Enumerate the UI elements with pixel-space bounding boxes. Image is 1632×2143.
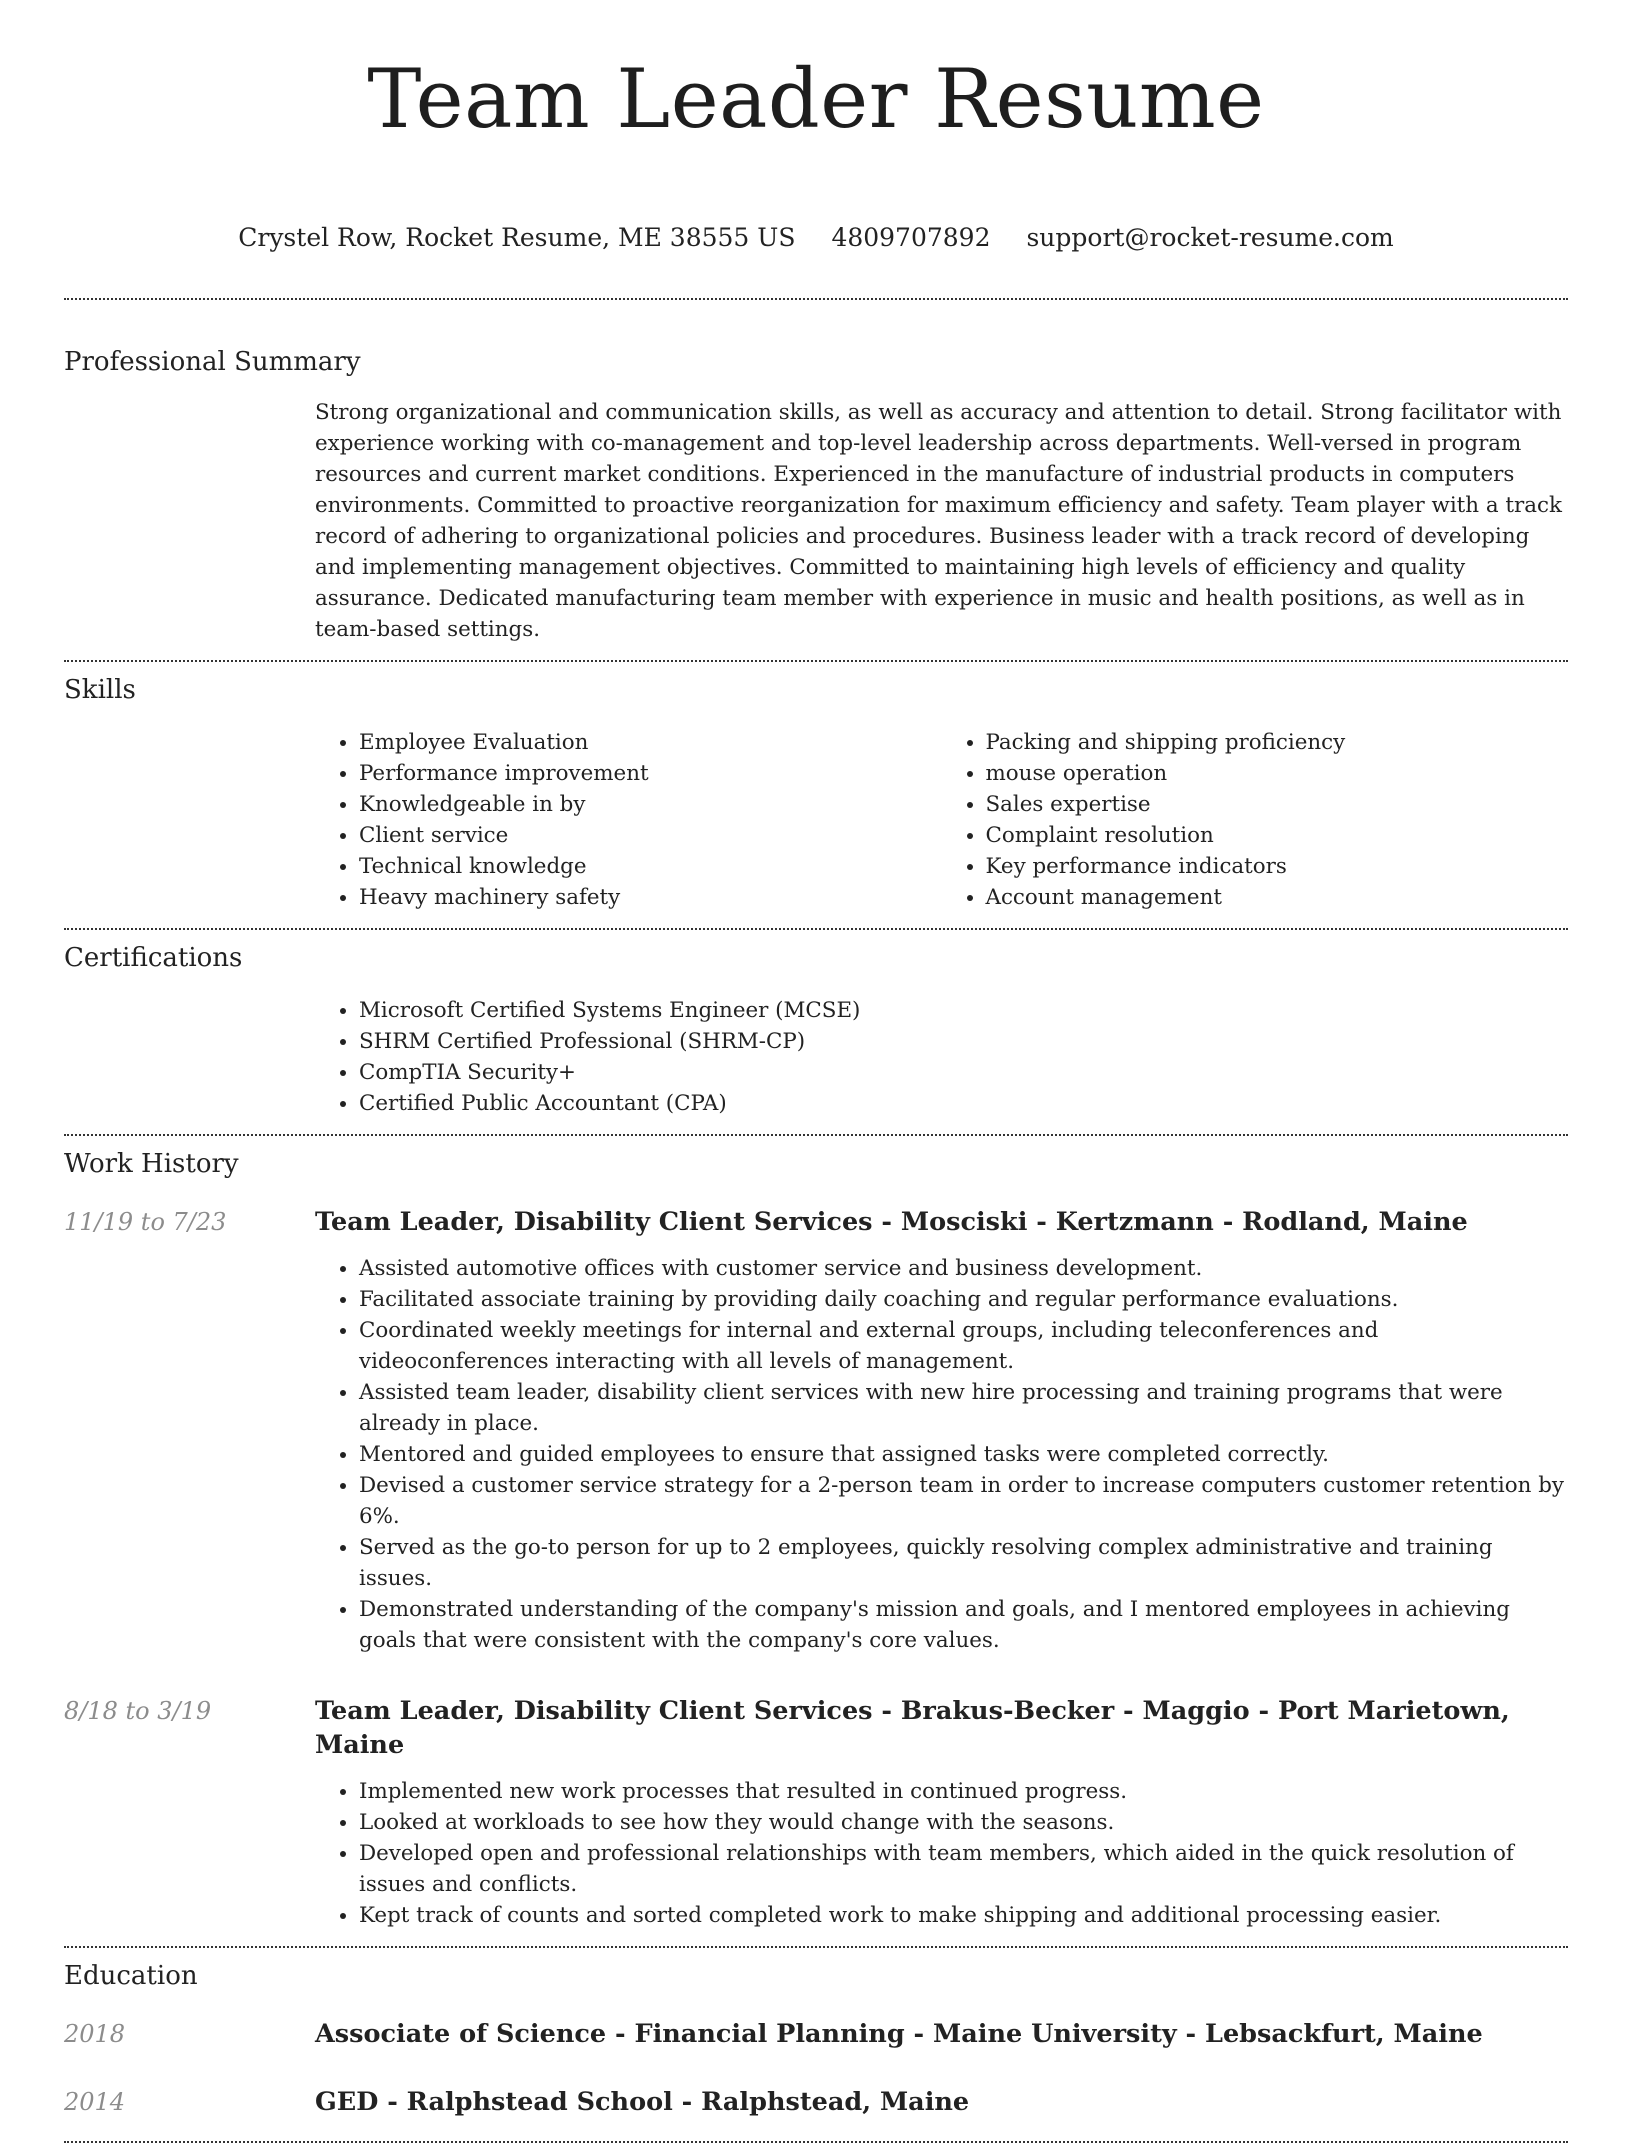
skill-item: • Knowledgeable in by [359,789,942,820]
skill-item: • Client service [359,820,942,851]
education-entry [64,2017,1568,2085]
contact-phone: 4809707892 [831,223,991,252]
skill-item: • Complaint resolution [986,820,1569,851]
skill-item: • Packing and shipping proficiency [986,727,1569,758]
job-date: 11/19 to 7/23 [64,1208,227,1236]
job-bullet: • Served as the go-to person for up to 2 employees, quickly resolving complex administrative and training issues. [359,1532,1568,1594]
skill-item: • Key performance indicators [986,851,1569,882]
certification-item: • Certified Public Accountant (CPA) [359,1088,1568,1119]
skill-item: • Employee Evaluation [359,727,942,758]
job-bullet: • Kept track of counts and sorted completed work to make shipping and additional processing easier. [359,1900,1568,1931]
skills-list-right [942,727,1569,913]
certification-item: • CompTIA Security+ [359,1057,1568,1088]
section-summary [64,300,1568,645]
section-work-history [64,1136,1568,1931]
summary-text: Strong organizational and communication skills, as well as accuracy and attention to detail. Strong facilitator with experience working with co-management and top-level leadership across departments. Well-versed in program resources and current market conditions. Experienced in the manufacture of industrial products in computers environments. Committed to proactive reorganization for maximum efficiency and safety. Team player with a track record of adhering to organizational policies and procedures. Business leader with a track record of developing and implementing management objectives. Committed to maintaining high levels of efficiency and quality assurance. Dedicated manufacturing team member with experience in music and health positions, as well as in team-based settings. [315,400,1562,642]
job-entry [64,1694,1568,1931]
job-bullet: • Assisted team leader, disability client services with new hire processing and training programs that were already in place. [359,1377,1568,1439]
resume-title: Team Leader Resume [367,53,1265,147]
skills-list-left [315,727,942,913]
certification-item: • SHRM Certified Professional (SHRM-CP) [359,1026,1568,1057]
education-date: 2018 [64,2020,126,2048]
job-bullet: • Assisted automotive offices with customer service and business development. [359,1253,1568,1284]
skill-item: • Sales expertise [986,789,1569,820]
section-heading-work: Work History [64,1149,239,1179]
job-bullet: • Devised a customer service strategy for a 2-person team in order to increase computers customer retention by 6%. [359,1470,1568,1532]
section-skills [64,662,1568,913]
job-title: Team Leader, Disability Client Services - Brakus-Becker - Maggio - Port Marietown, Maine [315,1696,1510,1760]
skill-item: • mouse operation [986,758,1569,789]
education-title: GED - Ralphstead School - Ralphstead, Maine [315,2087,970,2117]
job-date: 8/18 to 3/19 [64,1697,212,1725]
skill-item: • Performance improvement [359,758,942,789]
section-heading-summary: Professional Summary [64,347,361,377]
section-heading-skills: Skills [64,675,136,705]
job-bullet: • Implemented new work processes that resulted in continued progress. [359,1776,1568,1807]
job-bullet: • Mentored and guided employees to ensure that assigned tasks were completed correctly. [359,1439,1568,1470]
contact-line [64,218,1568,258]
skill-item: • Account management [986,882,1569,913]
section-heading-education: Education [64,1961,198,1991]
contact-email: support@rocket-resume.com [1026,223,1394,252]
job-bullet: • Looked at workloads to see how they would change with the seasons. [359,1807,1568,1838]
skill-item: • Technical knowledge [359,851,942,882]
job-bullet: • Demonstrated understanding of the company's mission and goals, and I mentored employees in achieving goals that were consistent with the company's core values. [359,1594,1568,1656]
education-title: Associate of Science - Financial Planning - Maine University - Lebsackfurt, Maine [315,2019,1483,2049]
contact-address: Crystel Row, Rocket Resume, ME 38555 US [238,223,796,252]
section-education [64,1948,1568,2131]
job-bullets [315,1253,1568,1656]
section-heading-certifications: Certifications [64,943,243,973]
job-entry [64,1205,1568,1656]
skill-item: • Heavy machinery safety [359,882,942,913]
job-bullet: • Coordinated weekly meetings for internal and external groups, including teleconferences and videoconferences interacting with all levels of management. [359,1315,1568,1377]
certification-item: • Microsoft Certified Systems Engineer (MCSE) [359,995,1568,1026]
job-title: Team Leader, Disability Client Services - Mosciski - Kertzmann - Rodland, Maine [315,1207,1468,1237]
section-certifications [64,930,1568,1119]
job-bullets [315,1776,1568,1931]
job-bullet: • Developed open and professional relationships with team members, which aided in the quick resolution of issues and conflicts. [359,1838,1568,1900]
certifications-list [315,995,1568,1119]
education-entry [64,2085,1568,2131]
job-bullet: • Facilitated associate training by providing daily coaching and regular performance evaluations. [359,1284,1568,1315]
resume-page [64,0,1568,2143]
education-date: 2014 [64,2088,126,2116]
